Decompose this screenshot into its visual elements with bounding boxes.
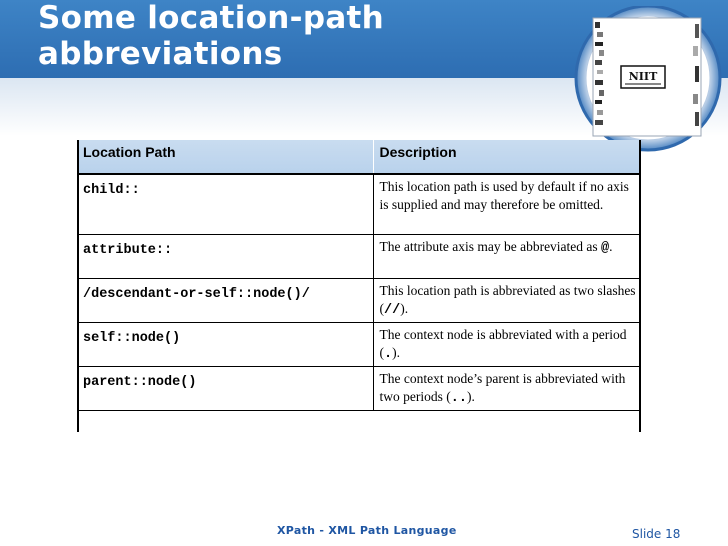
description-text-end: . [609,238,613,254]
location-path-cell: parent::node() [77,366,373,410]
description-code: . [384,346,393,362]
table-row [77,234,640,278]
column-header-description: Description [373,140,640,174]
description-code: @ [601,240,610,256]
location-path-cell: self::node() [77,322,373,366]
abbreviations-table [77,140,640,411]
description-text-end: ). [392,344,400,360]
slide-title [38,0,498,72]
location-path-cell: /descendant-or-self::node()/ [77,278,373,322]
table-row [77,174,640,234]
location-path-cell: attribute:: [77,234,373,278]
logo-text: NIIT [628,70,658,83]
description-text-end: ). [466,388,475,404]
niit-logo [573,6,723,152]
description-cell: This location path is used by default if no axis is supplied and may therefore be omitted. [373,174,640,234]
table-header-row [77,140,640,174]
description-cell [373,278,640,322]
description-cell [373,322,640,366]
location-path-cell: child:: [77,174,373,234]
table-row [77,278,640,322]
slide-number: Slide 18 [632,527,681,541]
table-row [77,366,640,410]
description-text: The attribute axis may be abbreviated as [379,238,602,254]
logo-graphic [573,6,723,152]
table-border-right [639,140,641,432]
slide-title-line-2: abbreviations [38,36,283,72]
description-text: The context node is abbreviated with a period ( [379,326,627,360]
description-text: This location path is abbreviated as two slashes ( [379,282,636,316]
description-code: // [384,302,401,318]
description-cell [373,234,640,278]
description-text-end: ). [400,300,409,316]
table-row [77,322,640,366]
footer-title: XPath - XML Path Language [277,524,457,537]
description-text: The context node’s parent is abbreviated with two periods ( [379,370,626,404]
description-cell [373,366,640,410]
slide-title-line-1: Some location-path [38,0,385,36]
column-header-location-path: Location Path [77,140,373,174]
description-code: .. [450,390,467,406]
table-border-left [77,140,79,432]
